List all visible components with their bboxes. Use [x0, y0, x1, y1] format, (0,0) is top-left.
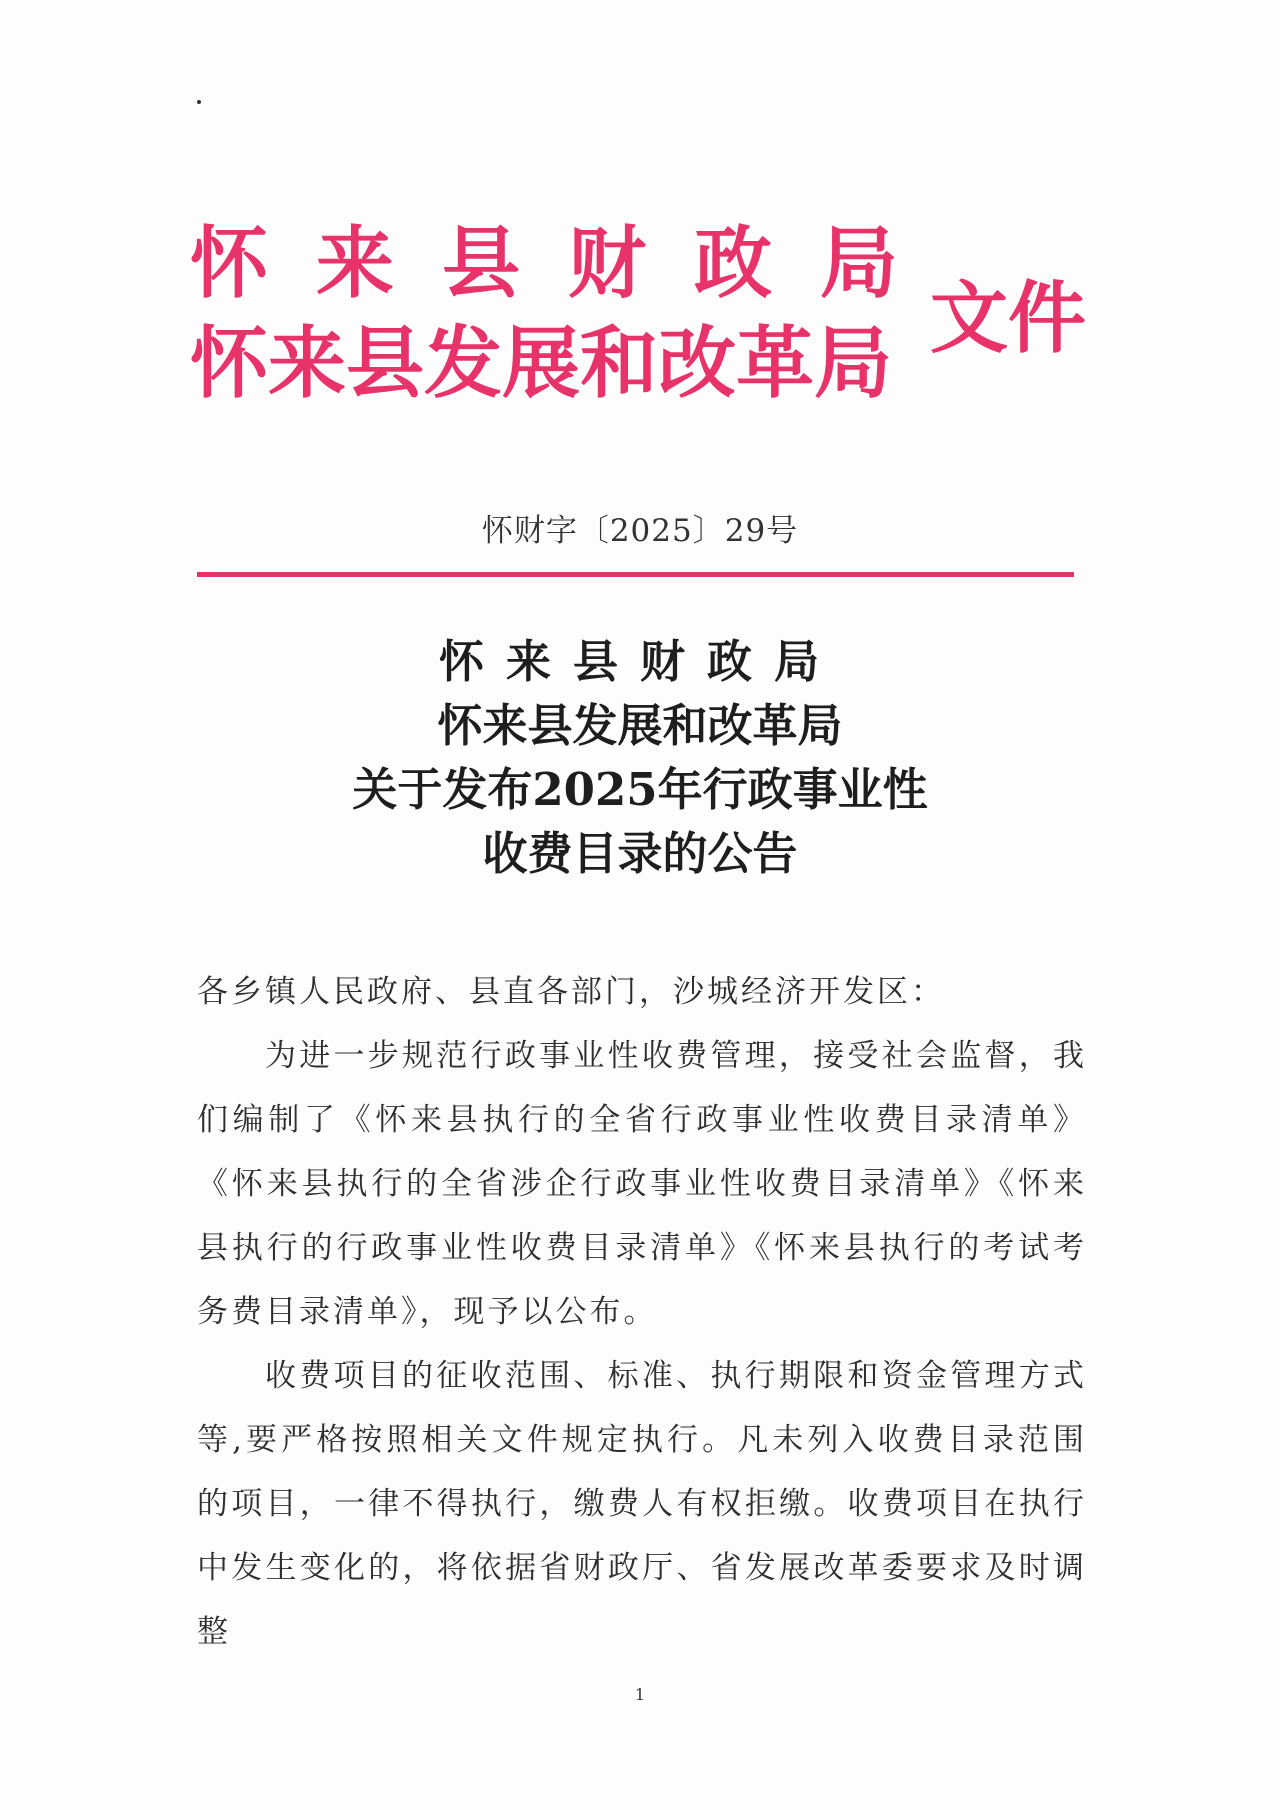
- title-line-4: 收费目录的公告: [482, 827, 798, 880]
- letterhead-line-finance-bureau: [190, 215, 898, 313]
- salutation: 各乡镇人民政府、县直各部门，沙城经济开发区：: [197, 974, 945, 1010]
- document-title: [0, 630, 1280, 886]
- document-number: 怀财字〔2025〕29号: [481, 513, 799, 549]
- document-body: [197, 960, 1087, 1664]
- red-letterhead: [190, 215, 1110, 425]
- body-paragraph-1: 为进一步规范行政事业性收费管理，接受社会监督，我们编制了《怀来县执行的全省行政事业性收费目录清单》《怀来县执行的全省涉企行政事业性收费目录清单》《怀来县执行的行政事业性收费目录清单》《怀来县执行的考试考务费目录清单》，现予以公布。: [197, 1038, 1087, 1330]
- letterhead-char: 财: [567, 218, 646, 309]
- red-divider-line: [197, 572, 1074, 577]
- letterhead-char: 政: [693, 218, 772, 309]
- title-line-1: 怀来县财政局: [438, 635, 841, 688]
- letterhead-line-development-bureau: 怀来县发展和改革局: [190, 318, 893, 409]
- title-line-2: 怀来县发展和改革局: [437, 699, 843, 752]
- scan-dot: [197, 100, 201, 104]
- title-line-3: 关于发布2025年行政事业性: [352, 763, 928, 816]
- letterhead-char: 县: [441, 218, 520, 309]
- letterhead-char: 怀: [190, 218, 269, 309]
- letterhead-char: 局: [819, 218, 898, 309]
- page-number: 1: [634, 1685, 646, 1704]
- letterhead-suffix: 文件: [930, 273, 1087, 364]
- body-paragraph-2: 收费项目的征收范围、标准、执行期限和资金管理方式等,要严格按照相关文件规定执行。凡未列入收费目录范围的项目，一律不得执行，缴费人有权拒缴。收费项目在执行中发生变化的，将依据省财政厅、省发展改革委要求及时调整: [197, 1358, 1087, 1650]
- letterhead-char: 来: [315, 218, 394, 309]
